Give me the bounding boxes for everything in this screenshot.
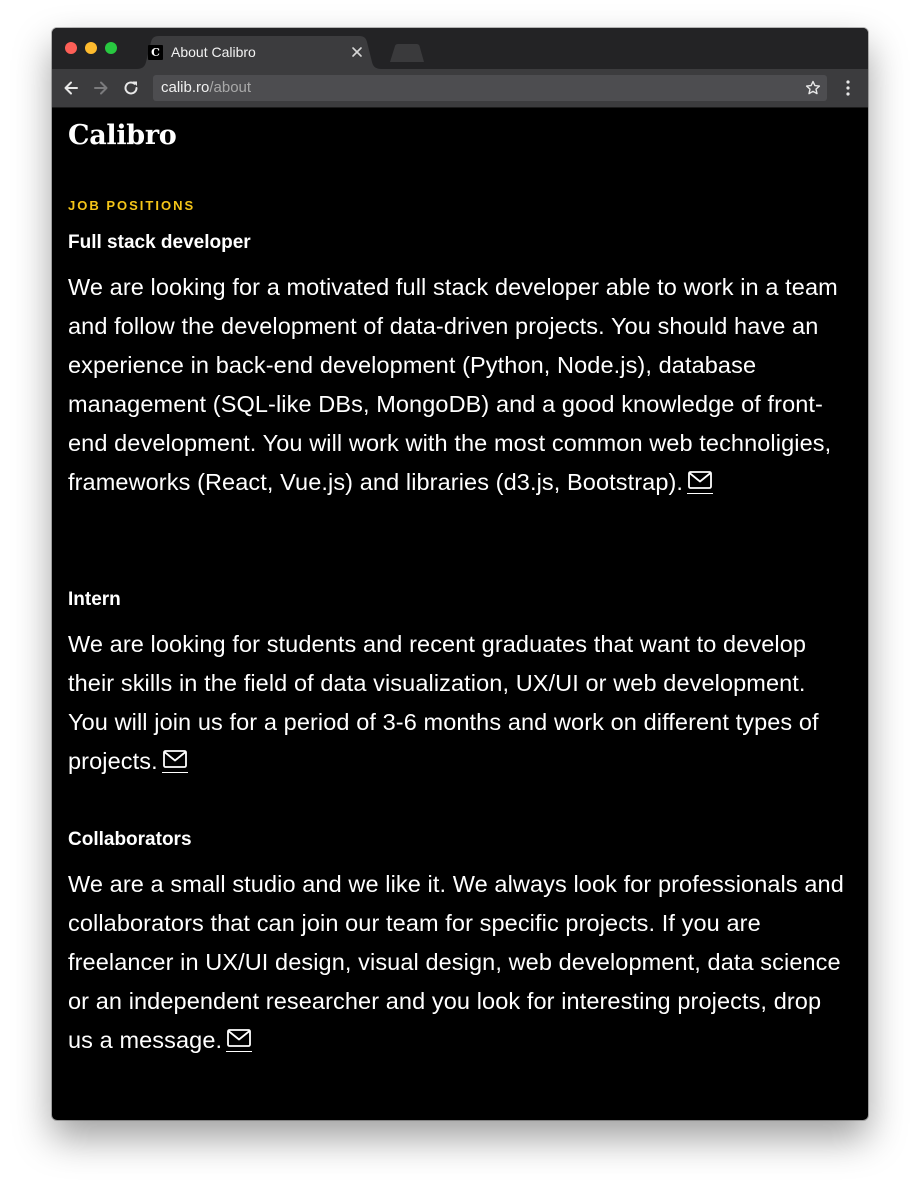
job-collaborators <box>68 827 848 1060</box>
star-icon[interactable] <box>805 80 821 96</box>
job-intern <box>68 587 848 781</box>
url-text <box>161 79 251 97</box>
job-description <box>68 268 848 502</box>
job-title: Collaborators <box>68 829 192 850</box>
tab-title: About Calibro <box>171 44 256 60</box>
email-link[interactable] <box>687 469 713 494</box>
job-full-stack-developer <box>68 230 848 502</box>
browser-window <box>52 28 868 1120</box>
url-path: /about <box>209 79 252 96</box>
job-description-text: We are looking for a motivated full stack developer able to work in a team and follow the development of data-driven projects. You should have an experience in back-end development (Python, Node.js), database management (SQL-like DBs, MongoDB) and a good knowledge of front-end development. You will work with the most common web technoligies, frameworks (React, Vue.js) and libraries (d3.js, Bootstrap). <box>68 274 838 495</box>
email-link[interactable] <box>226 1027 252 1052</box>
reload-icon[interactable] <box>122 79 140 97</box>
kebab-menu-icon[interactable] <box>842 79 854 97</box>
forward-arrow-icon[interactable] <box>92 79 110 97</box>
job-title: Intern <box>68 589 121 610</box>
browser-toolbar <box>52 69 868 108</box>
close-window-button[interactable] <box>65 42 77 54</box>
back-arrow-icon[interactable] <box>62 79 80 97</box>
job-description-text: We are a small studio and we like it. We always look for professionals and collaborators that can join our team for specific projects. If you are freelancer in UX/UI design, visual design, web development, data science or an independent researcher and you look for interesting projects, drop us a message. <box>68 871 844 1053</box>
brand-logo[interactable]: Calibro <box>68 120 177 151</box>
new-tab-button[interactable] <box>388 44 424 62</box>
section-label: JOB POSITIONS <box>68 198 196 213</box>
tab-bar <box>52 28 868 69</box>
envelope-icon <box>687 469 713 491</box>
job-description <box>68 625 848 781</box>
favicon-icon: C <box>148 45 163 60</box>
job-title: Full stack developer <box>68 232 251 253</box>
tab-about-calibro[interactable] <box>136 36 382 69</box>
envelope-icon <box>226 1027 252 1049</box>
address-bar[interactable] <box>153 75 827 101</box>
job-description <box>68 865 848 1060</box>
job-description-text: We are looking for students and recent graduates that want to develop their skills in the field of data visualization, UX/UI or web development. You will join us for a period of 3-6 months and work on different types of projects. <box>68 631 819 774</box>
close-icon[interactable] <box>350 45 364 59</box>
url-host: calib.ro <box>161 79 210 96</box>
minimize-window-button[interactable] <box>85 42 97 54</box>
envelope-icon <box>162 748 188 770</box>
email-link[interactable] <box>162 748 188 773</box>
zoom-window-button[interactable] <box>105 42 117 54</box>
